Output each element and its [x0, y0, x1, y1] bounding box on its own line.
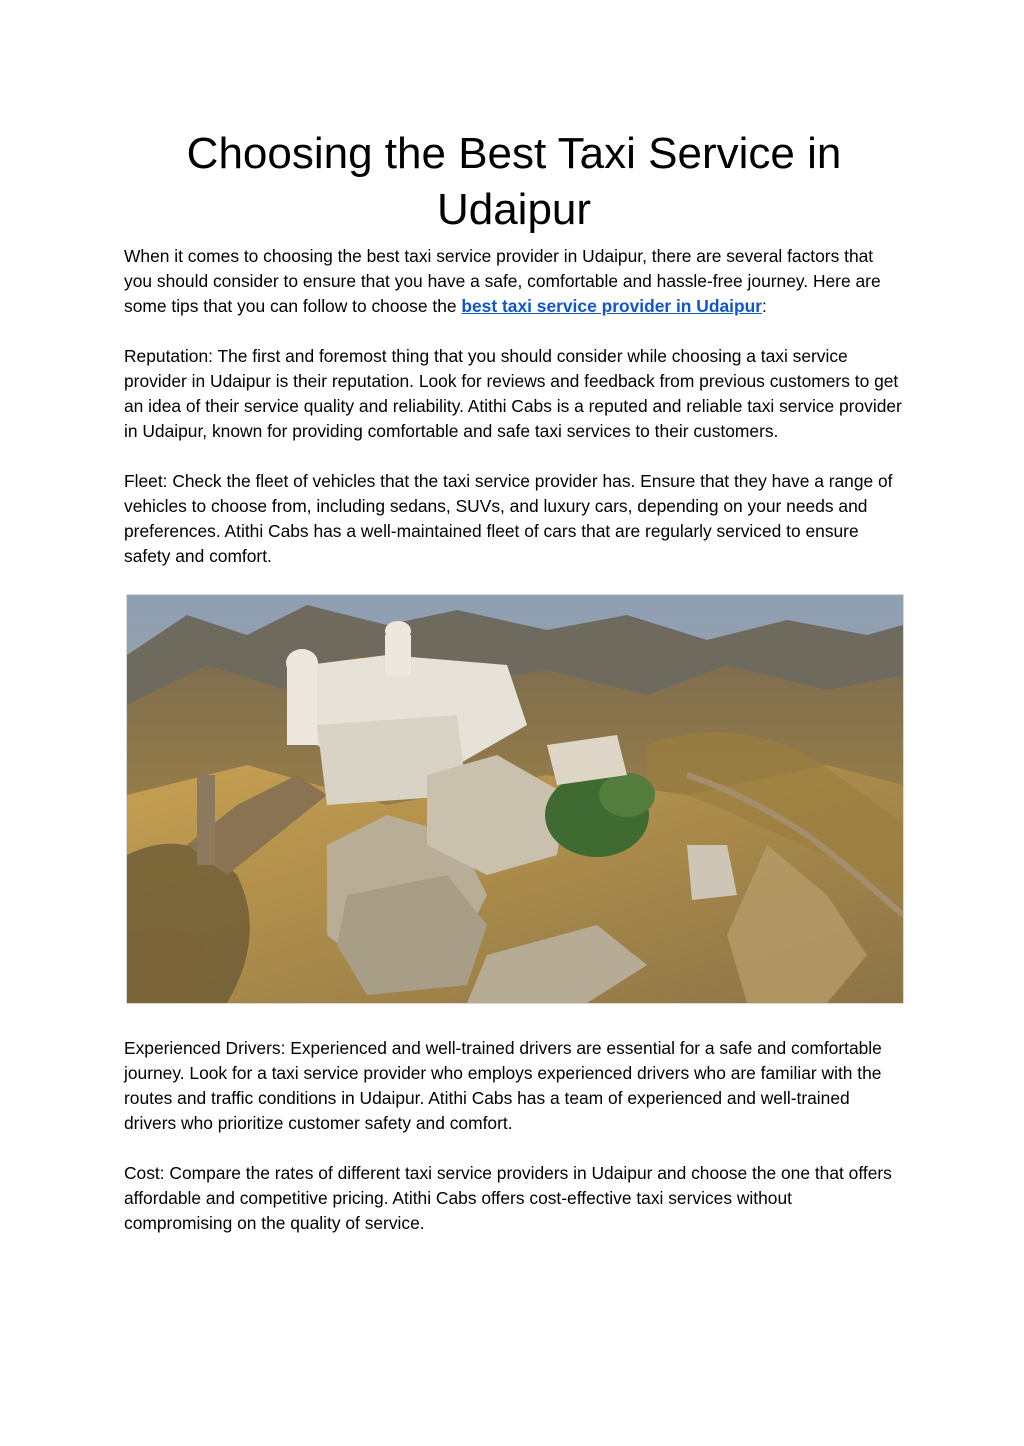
fleet-paragraph: Fleet: Check the fleet of vehicles that the taxi service provider has. Ensure that they have a range of vehicles to choose from, including sedans, SUVs, and luxury cars, depending on your needs and preferences. Atithi Cabs has a well-maintained fleet of cars that are regularly serviced to ensure safety and comfort.: [124, 471, 893, 566]
intro-suffix: :: [761, 296, 767, 316]
intro-text: When it comes to choosing the best taxi service provider in Udaipur, there are several factors that you should consider to ensure that you have a safe, comfortable and hassle-free journey. Here are some tips that you can follow to choose the: [124, 246, 881, 316]
reputation-paragraph: Reputation: The first and foremost thing that you should consider while choosing a taxi service provider in Udaipur is their reputation. Look for reviews and feedback from previous customers to get an idea of their service quality and reliability. Atithi Cabs is a reputed and reliable taxi service provider in Udaipur, known for providing comfortable and safe taxi services to their customers.: [124, 346, 902, 441]
page-title: Choosing the Best Taxi Service in Udaipur: [186, 129, 842, 234]
best-taxi-service-link[interactable]: best taxi service provider in Udaipur: [461, 296, 762, 316]
drivers-paragraph: Experienced Drivers: Experienced and well-trained drivers are essential for a safe and comfortable journey. Look for a taxi service provider who employs experienced drivers who are familiar with the routes and traffic conditions in Udaipur. Atithi Cabs has a team of experienced and well-trained drivers who prioritize customer safety and comfort.: [124, 1038, 882, 1133]
cost-paragraph: Cost: Compare the rates of different taxi service providers in Udaipur and choose the one that offers affordable and competitive pricing. Atithi Cabs offers cost-effective taxi services without compromising on the quality of service.: [124, 1163, 892, 1233]
intro-paragraph: [124, 244, 904, 319]
document-page: [124, 118, 904, 1236]
fort-aerial-photo: [126, 594, 904, 1004]
